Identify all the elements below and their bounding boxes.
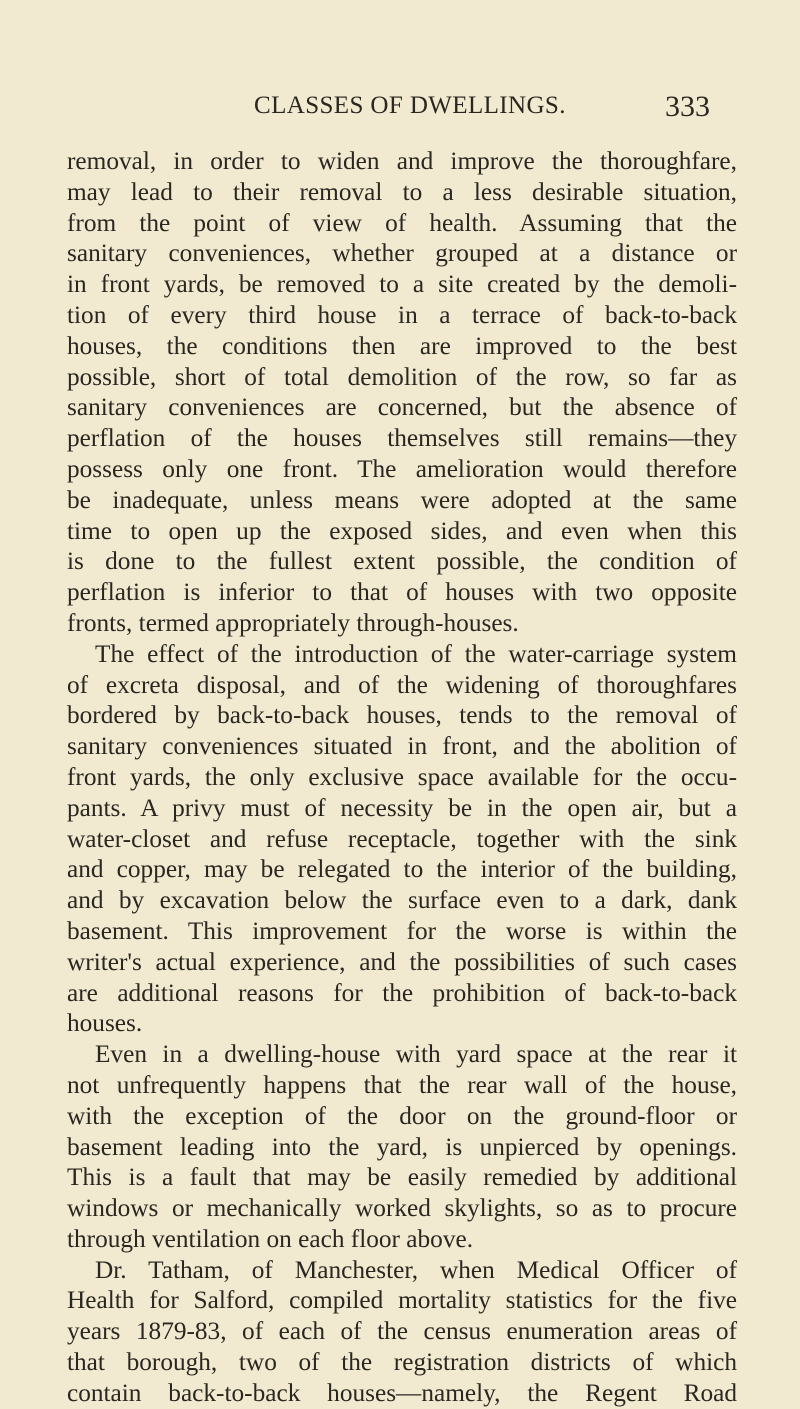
text-line: removal, in order to widen and improve the thoroughfare, [67, 147, 737, 175]
text-line: bordered by back-to-back houses, tends to the removal of [67, 701, 737, 730]
text-line: is done to the fullest extent possible, the condition of [67, 547, 737, 576]
page-header [0, 92, 800, 128]
text-line: sanitary conveniences are concerned, but the absence of [67, 393, 737, 422]
text-line: The effect of the introduction of the water-carriage system [95, 639, 737, 668]
running-title: CLASSES OF DWELLINGS. [254, 92, 566, 119]
text-line: years 1879-83, of each of the census enumeration areas of [67, 1317, 737, 1346]
text-line: with the exception of the door on the ground-floor or [67, 1101, 737, 1130]
text-line: front yards, the only exclusive space available for the occu- [67, 762, 737, 791]
text-line: basement. This improvement for the worse is within the [67, 916, 737, 945]
text-line: perflation of the houses themselves still remains—they [67, 424, 737, 453]
text-line: are additional reasons for the prohibition of back-to-back [67, 978, 737, 1007]
text-line: possess only one front. The amelioration would therefore [67, 454, 737, 483]
text-line: from the point of view of health. Assuming that the [67, 208, 737, 237]
text-line: and copper, may be relegated to the interior of the building, [67, 855, 737, 884]
text-line: This is a fault that may be easily remedied by additional [67, 1163, 737, 1192]
text-line: houses. [67, 1009, 143, 1038]
text-line: that borough, two of the registration districts of which [67, 1348, 737, 1377]
text-line: windows or mechanically worked skylights, so as to procure [67, 1194, 737, 1223]
text-line: fronts, termed appropriately through-houses. [67, 608, 519, 637]
text-line: through ventilation on each floor above. [67, 1224, 474, 1253]
text-line: tion of every third house in a terrace of back-to-back [67, 300, 737, 329]
text-line: basement leading into the yard, is unpierced by openings. [67, 1132, 737, 1161]
text-line: Health for Salford, compiled mortality statistics for the five [67, 1286, 737, 1315]
body-text [67, 146, 737, 1409]
text-line: houses, the conditions then are improved to the best [67, 331, 737, 360]
page-number: 333 [665, 90, 710, 123]
text-line: possible, short of total demolition of the row, so far as [67, 362, 737, 391]
text-line: Even in a dwelling-house with yard space at the rear it [95, 1040, 737, 1069]
text-line: sanitary conveniences situated in front, and the abolition of [67, 732, 737, 761]
text-line: may lead to their removal to a less desirable situation, [67, 177, 737, 206]
text-line: Dr. Tatham, of Manchester, when Medical Officer of [95, 1255, 737, 1284]
text-line: and by excavation below the surface even to a dark, dank [67, 886, 737, 915]
text-line: in front yards, be removed to a site created by the demoli- [67, 270, 737, 299]
text-line: writer's actual experience, and the possibilities of such cases [67, 947, 737, 976]
text-line: perflation is inferior to that of houses with two opposite [67, 578, 737, 607]
text-line: of excreta disposal, and of the widening of thoroughfares [67, 670, 737, 699]
text-line: sanitary conveniences, whether grouped at a distance or [67, 239, 737, 268]
text-line: water-closet and refuse receptacle, together with the sink [67, 824, 737, 853]
text-line: time to open up the exposed sides, and even when this [67, 516, 737, 545]
text-line: not unfrequently happens that the rear wall of the house, [67, 1070, 737, 1099]
text-line: be inadequate, unless means were adopted at the same [67, 485, 737, 514]
text-line: pants. A privy must of necessity be in the open air, but a [67, 793, 737, 822]
text-line: contain back-to-back houses—namely, the Regent Road [67, 1378, 737, 1407]
